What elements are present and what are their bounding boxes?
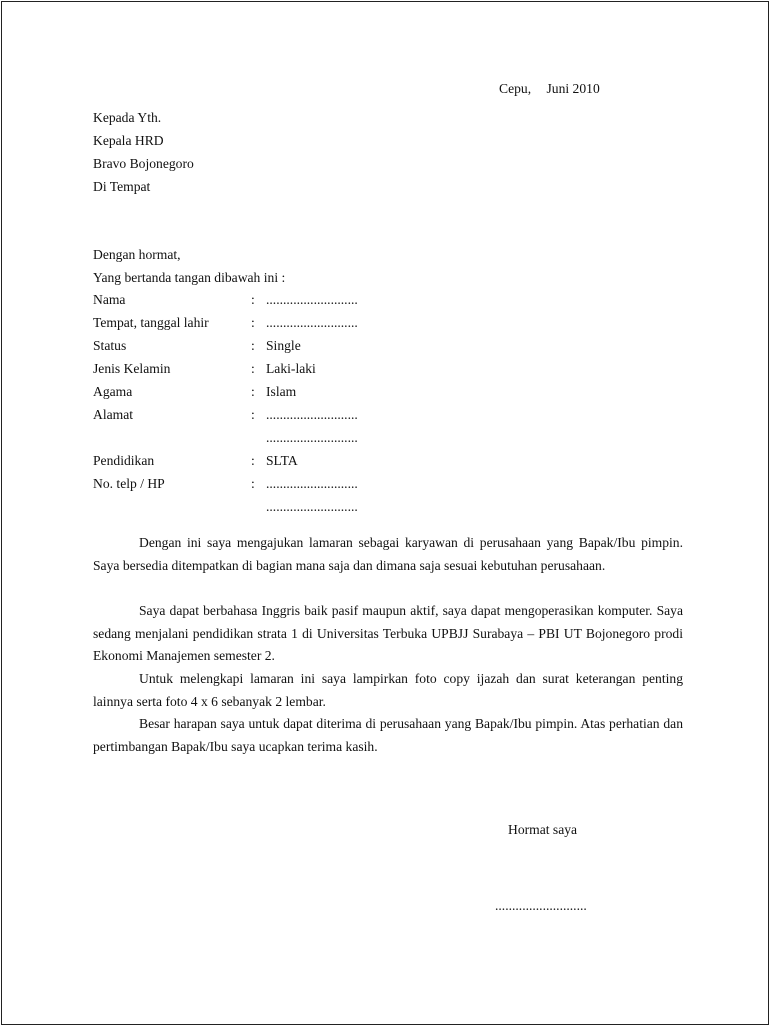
body-paragraph — [93, 713, 683, 758]
field-colon: : — [251, 315, 255, 330]
field-label: Pendidikan — [93, 453, 155, 468]
greeting-block — [93, 247, 285, 293]
body-paragraph — [93, 532, 683, 577]
field-colon: : — [251, 453, 255, 468]
recipient-block — [93, 110, 194, 202]
field-label: Nama — [93, 292, 126, 307]
body-paragraph — [93, 668, 683, 713]
field-value: ........................... — [266, 292, 358, 307]
field-label: No. telp / HP — [93, 476, 165, 491]
field-label: Agama — [93, 384, 133, 399]
field-value: SLTA — [266, 453, 298, 468]
paragraph-text: Besar harapan saya untuk dapat diterima di perusahaan yang Bapak/Ibu pimpin. Atas perhatian dan pertimbangan Bapak/Ibu saya ucapkan terima kasih. — [93, 716, 683, 754]
field-value: ........................... — [266, 315, 358, 330]
field-colon: : — [251, 338, 255, 353]
field-value: Islam — [266, 384, 297, 399]
recipient-line: Kepada Yth. — [93, 110, 162, 125]
intro-line: Yang bertanda tangan dibawah ini : — [93, 270, 286, 285]
field-value: Single — [266, 338, 301, 353]
field-value: ........................... — [266, 407, 358, 422]
field-label: Status — [93, 338, 127, 353]
date-city: Cepu, — [499, 81, 532, 96]
field-colon: : — [251, 407, 255, 422]
closing-text: Hormat saya — [508, 822, 578, 837]
field-value: ........................... — [266, 476, 358, 491]
recipient-line: Kepala HRD — [93, 133, 164, 148]
paragraph-text: Untuk melengkapi lamaran ini saya lampirkan foto copy ijazah dan surat keterangan penting lainnya serta foto 4 x 6 sebanyak 2 lembar. — [93, 671, 683, 709]
field-colon: : — [251, 292, 255, 307]
letter-page — [1, 1, 769, 1025]
recipient-line: Di Tempat — [93, 179, 151, 194]
body-paragraph — [93, 600, 683, 668]
field-value: ........................... — [266, 499, 358, 514]
field-label: Tempat, tanggal lahir — [93, 315, 209, 330]
salutation: Dengan hormat, — [93, 247, 181, 262]
signature-line: ........................... — [495, 898, 587, 913]
field-label: Alamat — [93, 407, 134, 422]
field-colon: : — [251, 384, 255, 399]
field-value: ........................... — [266, 430, 358, 445]
date-month-year: Juni 2010 — [546, 81, 600, 96]
field-colon: : — [251, 476, 255, 491]
field-value: Laki-laki — [266, 361, 316, 376]
paragraph-text: Saya dapat berbahasa Inggris baik pasif maupun aktif, saya dapat mengoperasikan komputer. Saya sedang menjalani pendidikan strata 1 di Universitas Terbuka UPBJJ Surabaya – PBI UT Bojonegoro prodi Ekonomi Manajemen semester 2. — [93, 603, 683, 663]
recipient-line: Bravo Bojonegoro — [93, 156, 194, 171]
field-label: Jenis Kelamin — [93, 361, 171, 376]
letter-date — [499, 81, 600, 97]
paragraph-text: Dengan ini saya mengajukan lamaran sebagai karyawan di perusahaan yang Bapak/Ibu pimpin. Saya bersedia ditempatkan di bagian mana saja dan dimana saja sesuai kebutuhan perusahaan. — [93, 535, 683, 573]
field-colon: : — [251, 361, 255, 376]
